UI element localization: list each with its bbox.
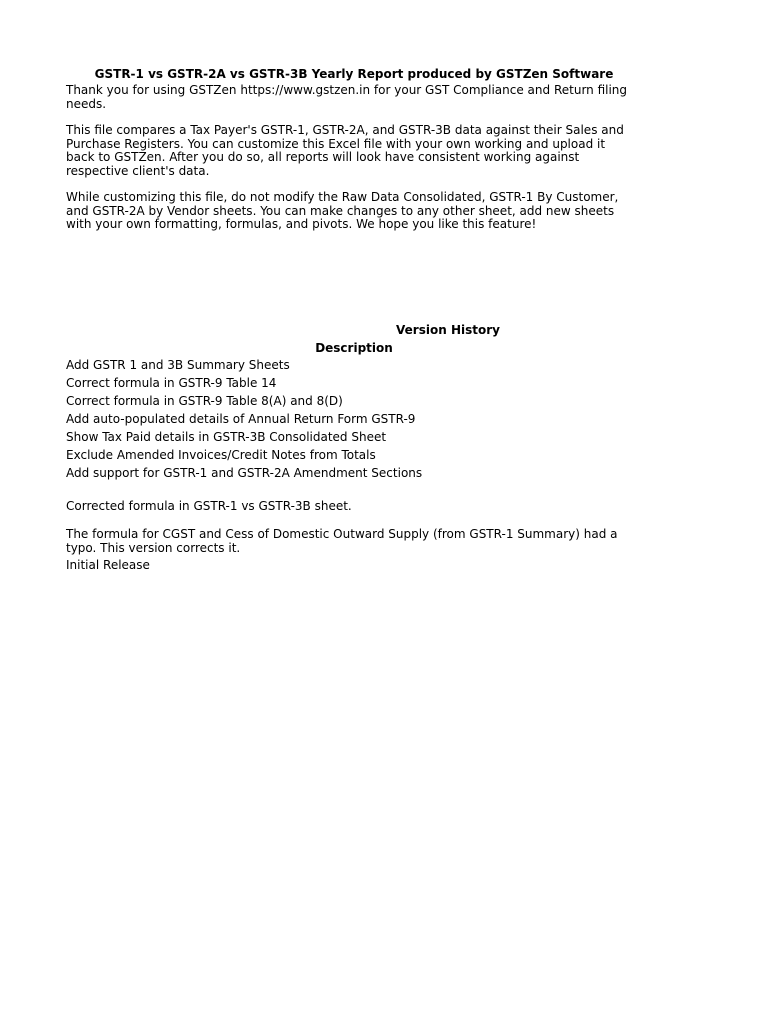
history-item: Add GSTR 1 and 3B Summary Sheets [66, 358, 290, 372]
history-item: Add support for GSTR-1 and GSTR-2A Amendment Sections [66, 466, 423, 480]
history-item: Add auto-populated details of Annual Return Form GSTR-9 [66, 412, 416, 426]
intro-paragraph: Thank you for using GSTZen https://www.gstzen.in for your GST Compliance and Return filing needs. [66, 83, 628, 111]
history-item: Show Tax Paid details in GSTR-3B Consolidated Sheet [66, 430, 387, 444]
history-item: The formula for CGST and Cess of Domestic Outward Supply (from GSTR-1 Summary) had a typo. This version corrects it. [66, 527, 618, 555]
history-item: Corrected formula in GSTR-1 vs GSTR-3B sheet. [66, 499, 352, 513]
description-paragraph: This file compares a Tax Payer's GSTR-1, GSTR-2A, and GSTR-3B data against their Sales and Purchase Registers. You can customize this Excel file with your own working and upload it back to GSTZen. After you do so, all reports will look have consistent working against respective client's data. [66, 123, 624, 178]
customization-note-paragraph: While customizing this file, do not modify the Raw Data Consolidated, GSTR-1 By Customer, and GSTR-2A by Vendor sheets. You can make changes to any other sheet, add new sheets with your own formatting, formulas, and pivots. We hope you like this feature! [66, 190, 619, 231]
version-history-heading: Version History [396, 323, 500, 337]
history-item: Correct formula in GSTR-9 Table 14 [66, 376, 277, 390]
page-title: GSTR-1 vs GSTR-2A vs GSTR-3B Yearly Report produced by GSTZen Software [94, 67, 614, 81]
history-item: Initial Release [66, 558, 150, 572]
description-column-heading: Description [315, 341, 393, 355]
history-item: Exclude Amended Invoices/Credit Notes from Totals [66, 448, 376, 462]
history-item: Correct formula in GSTR-9 Table 8(A) and 8(D) [66, 394, 343, 408]
